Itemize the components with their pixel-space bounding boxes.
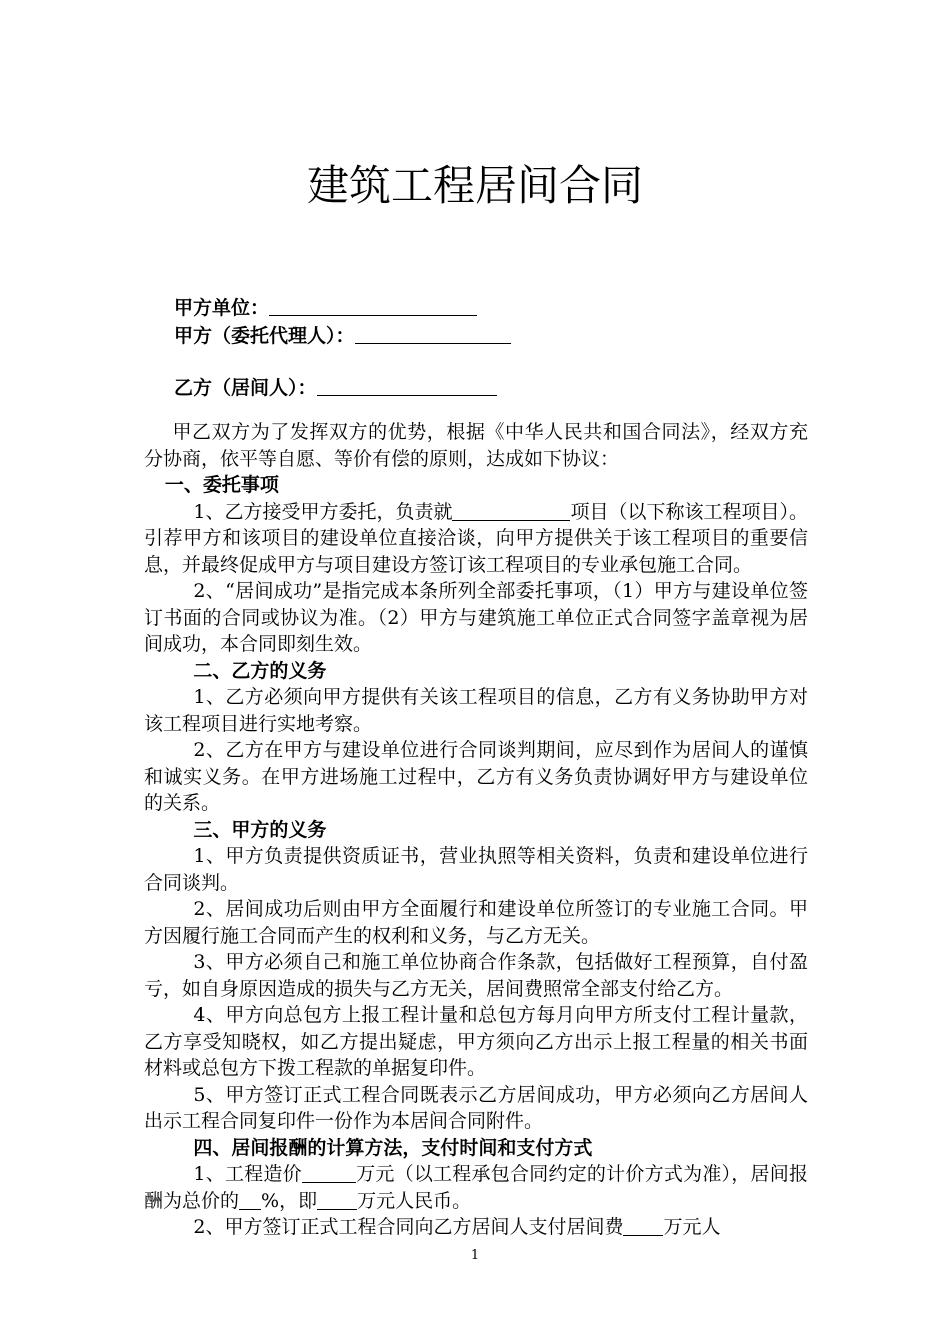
party-b-line [174, 374, 824, 402]
contract-body [144, 419, 808, 1241]
section-3-item-5: 5、甲方签订正式工程合同既表示乙方居间成功，甲方必须向乙方居间人出示工程合同复印件一份作为本居间合同附件。 [144, 1083, 808, 1132]
project-name-blank[interactable] [452, 501, 570, 521]
section-2-heading: 二、乙方的义务 [193, 659, 327, 682]
section-1-item-1-text-a: 1、乙方接受甲方委托，负责就 [193, 500, 453, 523]
section-1-item-2: 2、“居间成功”是指完成本条所列全部委托事项，（1）甲方与建设单位签订书面的合同或协议为准。（2）甲方与建筑施工单位正式合同签字盖章视为居间成功，本合同即刻生效。 [144, 580, 808, 655]
section-4-heading: 四、居间报酬的计算方法，支付时间和支付方式 [193, 1136, 593, 1159]
section-3-item-1: 1、甲方负责提供资质证书，营业执照等相关资料，负责和建设单位进行合同谈判。 [144, 845, 808, 894]
party-b-label: 乙方（居间人）： [174, 377, 317, 399]
parties-block [174, 294, 824, 402]
section-4-item-1-text-b: 万元（以工程承包合同约定的计价方式为准），居间报酬为总价的 [144, 1163, 808, 1212]
section-4-item-2-text-b: 万元人 [663, 1216, 721, 1238]
section-4-item-1 [144, 1161, 808, 1214]
party-a-agent-line [174, 322, 824, 350]
party-b-blank[interactable] [317, 375, 497, 396]
party-a-unit-line [174, 294, 824, 322]
section-4-item-2 [144, 1214, 808, 1241]
project-cost-blank[interactable] [302, 1163, 356, 1183]
page-number: 1 [470, 1248, 480, 1263]
section-1-item-1 [144, 499, 808, 579]
party-a-agent-label: 甲方（委托代理人）： [174, 325, 355, 347]
section-3-item-3: 3、甲方必须自己和施工单位协商合作条款，包括做好工程预算，自付盈亏，如自身原因造成的损失与乙方无关，居间费照常全部支付给乙方。 [144, 951, 808, 1000]
section-3-heading: 三、甲方的义务 [193, 818, 327, 841]
section-4-item-1-text-c: %，即 [261, 1189, 318, 1212]
intro-paragraph: 甲乙双方为了发挥双方的优势，根据《中华人民共和国合同法》，经双方充分协商，依平等自愿、等价有偿的原则，达成如下协议： [144, 421, 808, 470]
brokerage-fee-blank[interactable] [623, 1216, 663, 1236]
section-2-item-1: 1、乙方必须向甲方提供有关该工程项目的信息，乙方有义务协助甲方对该工程项目进行实地考察。 [144, 686, 808, 735]
party-a-agent-blank[interactable] [355, 323, 511, 344]
section-1-heading: 一、委托事项 [164, 474, 279, 496]
section-3-item-2: 2、居间成功后则由甲方全面履行和建设单位所签订的专业施工合同。甲方因履行施工合同而产生的权利和义务，与乙方无关。 [144, 898, 808, 947]
section-3-item-4: 4、甲方向总包方上报工程计量和总包方每月向甲方所支付工程计量款，乙方享受知晓权，如乙方提出疑虑，甲方须向乙方出示上报工程量的相关书面材料或总包方下拨工程款的单据复印件。 [144, 1004, 808, 1079]
party-a-unit-label: 甲方单位： [174, 297, 270, 319]
section-4-item-2-text-a: 2、甲方签订正式工程合同向乙方居间人支付居间费 [193, 1216, 624, 1238]
section-2-item-2: 2、乙方在甲方与建设单位进行合同谈判期间，应尽到作为居间人的谨慎和诚实义务。在甲方进场施工过程中，乙方有义务负责协调好甲方与建设单位的关系。 [144, 739, 808, 814]
commission-amount-blank[interactable] [317, 1190, 357, 1210]
party-a-unit-blank[interactable] [269, 295, 477, 316]
document-title: 建筑工程居间合同 [306, 161, 643, 210]
section-4-item-1-text-d: 万元人民币。 [357, 1189, 472, 1212]
section-4-item-1-text-a: 1、工程造价 [193, 1163, 302, 1185]
commission-rate-blank[interactable] [239, 1190, 261, 1210]
section-1-item-1-text-b: 项目（以下称该工程项目）。引荐甲方和该项目的建设单位直接洽谈，向甲方提供关于该工程项目的重要信息，并最终促成甲方与项目建设方签订该工程项目的专业承包施工合同。 [144, 500, 808, 576]
